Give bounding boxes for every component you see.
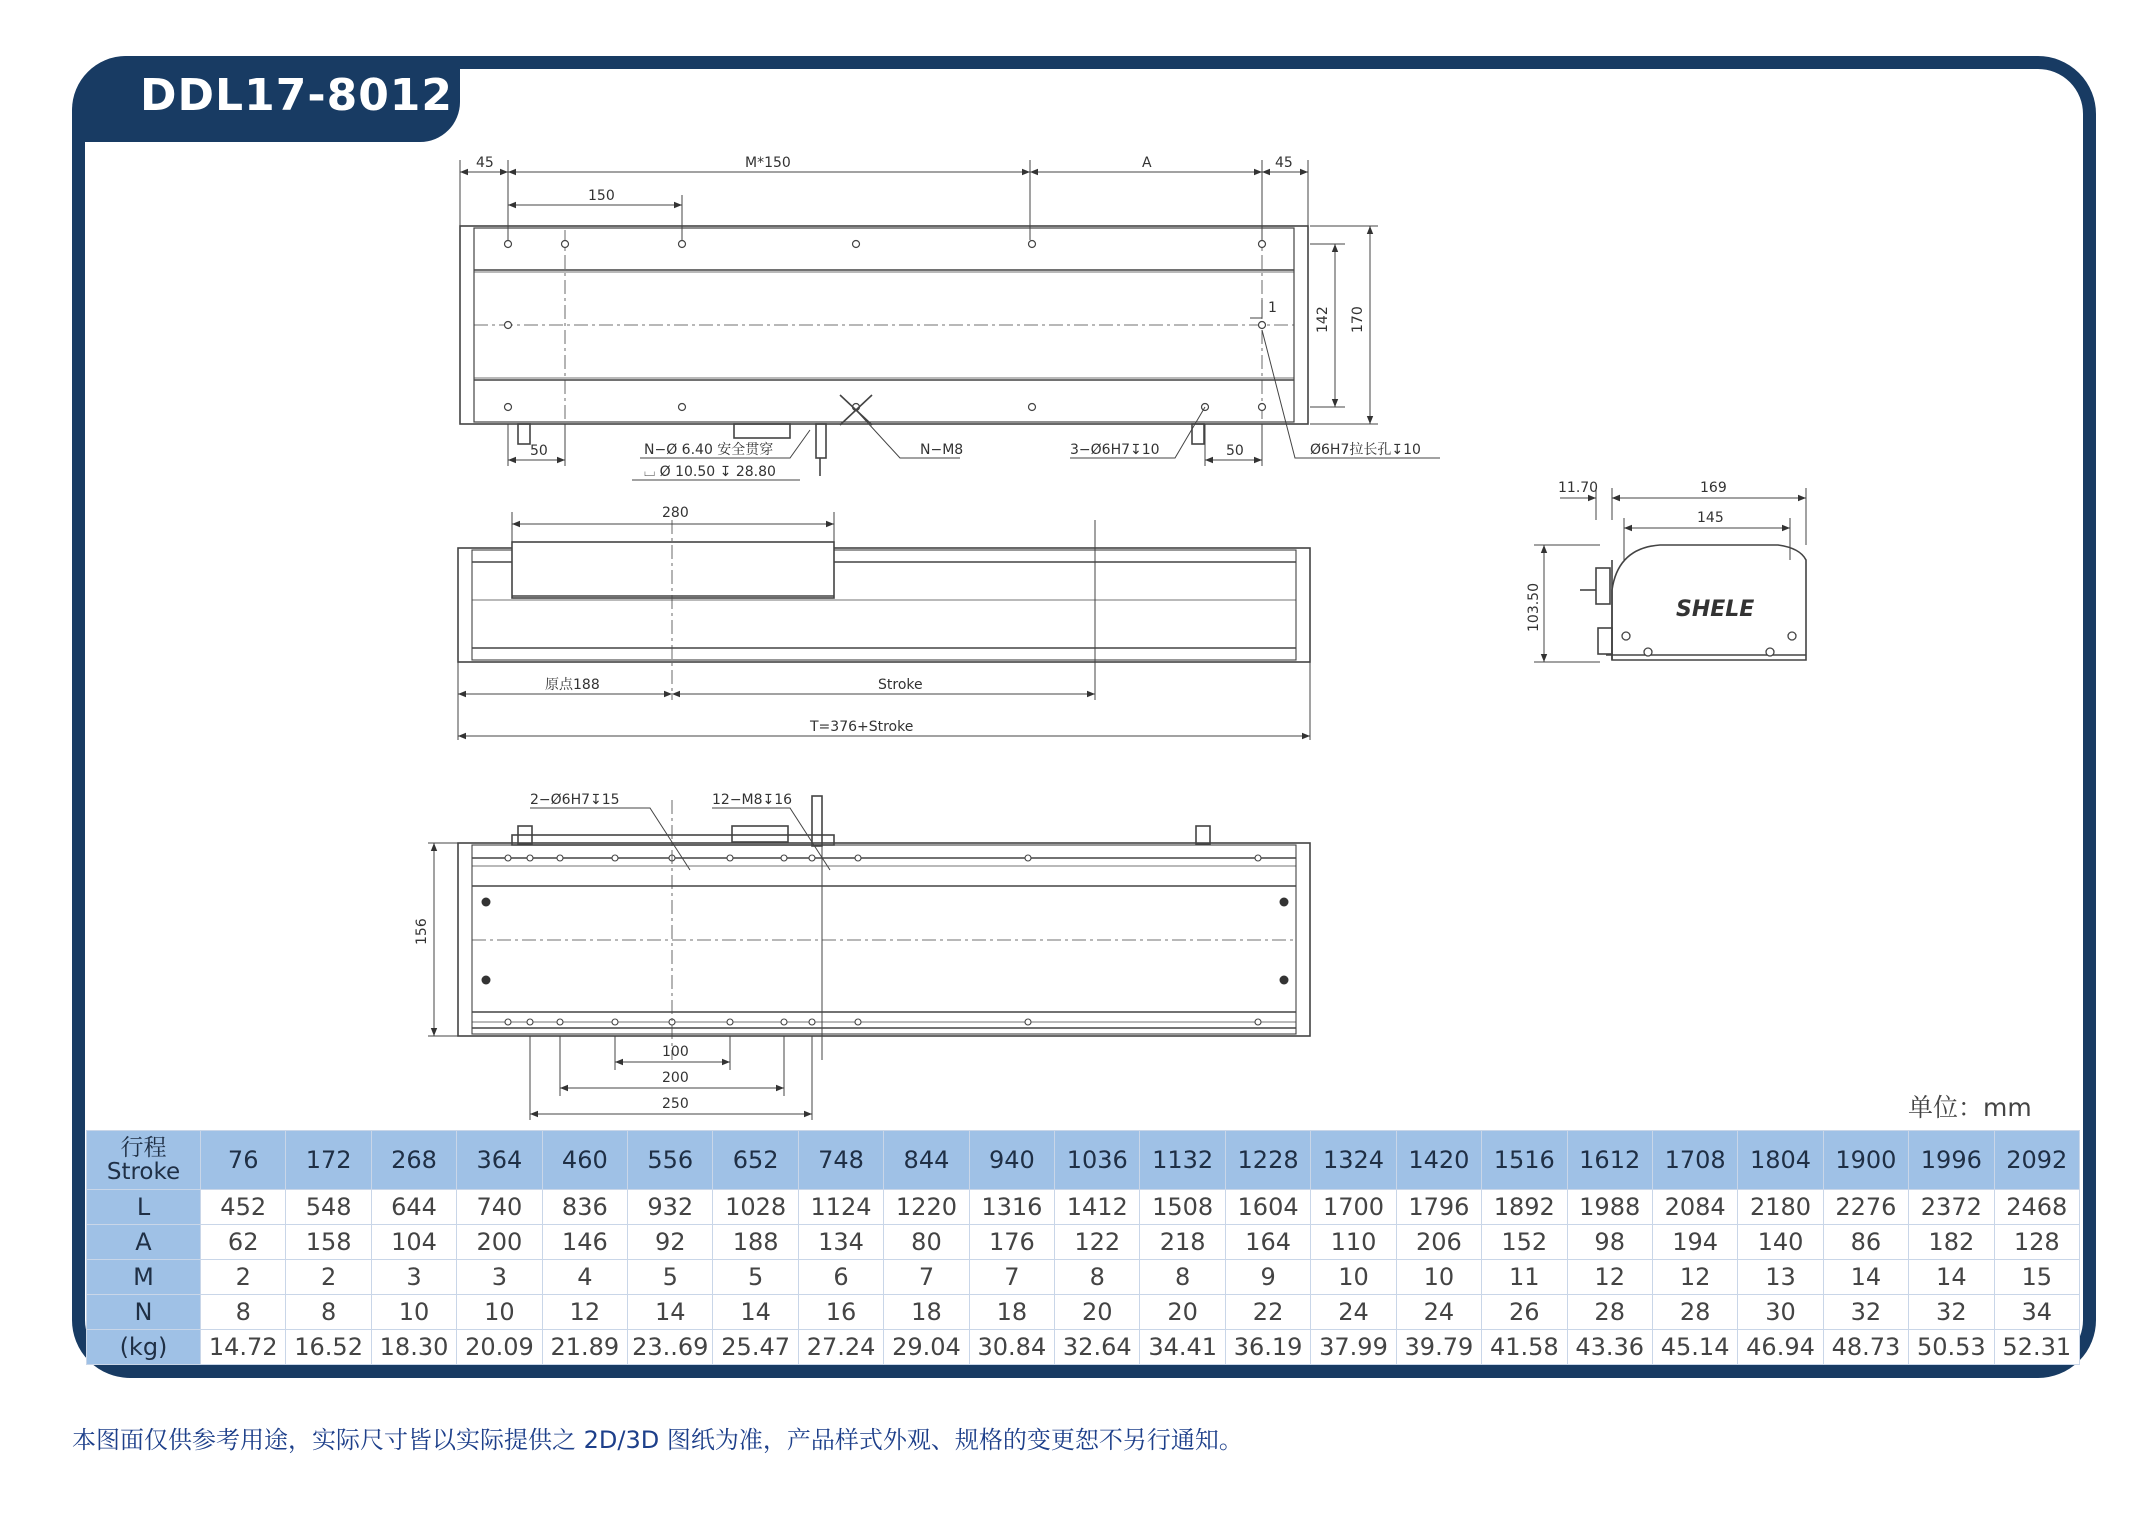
table-cell: 2 [201,1260,286,1295]
row-label-cell: A [87,1225,201,1260]
table-cell: 2084 [1652,1190,1737,1225]
table-cell: 10 [1311,1260,1396,1295]
table-cell: 152 [1482,1225,1567,1260]
stroke-value-cell: 940 [969,1131,1054,1190]
table-cell: 2468 [1994,1190,2079,1225]
top-view-labels [476,155,1421,480]
stroke-value-cell: 844 [884,1131,969,1190]
table-cell: 28 [1567,1295,1652,1330]
table-cell: 5 [628,1260,713,1295]
table-row [87,1330,2080,1365]
stroke-value-cell: 1132 [1140,1131,1225,1190]
stroke-value-cell: 556 [628,1131,713,1190]
stroke-header-cn: 行程 [120,1135,167,1161]
stroke-value-cell: 1324 [1311,1131,1396,1190]
stroke-header-en: Stroke [106,1159,181,1185]
dim-top-45-left: 45 [476,155,494,171]
table-cell: 22 [1225,1295,1310,1330]
table-cell: 10 [371,1295,456,1330]
table-cell: 18.30 [371,1330,456,1365]
table-cell: 1124 [798,1190,883,1225]
stroke-value-cell: 748 [798,1131,883,1190]
stroke-value-cell: 76 [201,1131,286,1190]
table-row [87,1260,2080,1295]
table-cell: 12 [1652,1260,1737,1295]
table-cell: 37.99 [1311,1330,1396,1365]
dim-bottom-100: 100 [662,1044,689,1060]
table-cell: 164 [1225,1225,1310,1260]
dim-end-10350: 103.50 [1526,583,1542,632]
table-cell: 15 [1994,1260,2079,1295]
table-cell: 16 [798,1295,883,1330]
dim-end-169: 169 [1700,480,1727,496]
table-cell: 9 [1225,1260,1310,1295]
stroke-value-cell: 1900 [1823,1131,1908,1190]
stroke-value-cell: 1228 [1225,1131,1310,1190]
table-cell: 29.04 [884,1330,969,1365]
table-cell: 34 [1994,1295,2079,1330]
table-cell: 1508 [1140,1190,1225,1225]
table-cell: 43.36 [1567,1330,1652,1365]
dim-side-origin: 原点188 [545,677,600,693]
note-slot: Ø6H7拉长孔↧10 [1310,442,1421,458]
table-cell: 14 [628,1295,713,1330]
stroke-value-cell: 1804 [1738,1131,1823,1190]
table-cell: 2180 [1738,1190,1823,1225]
table-cell: 16.52 [286,1330,371,1365]
stroke-value-cell: 460 [542,1131,627,1190]
top-view-drawing [460,160,1440,480]
table-cell: 32.64 [1055,1330,1140,1365]
table-cell: 1316 [969,1190,1054,1225]
table-cell: 1028 [713,1190,798,1225]
dim-top-m150: M*150 [745,155,791,171]
stroke-value-cell: 364 [457,1131,542,1190]
dim-top-1: 1 [1268,300,1277,316]
table-cell: 932 [628,1190,713,1225]
table-cell: 39.79 [1396,1330,1481,1365]
table-cell: 134 [798,1225,883,1260]
table-cell: 1700 [1311,1190,1396,1225]
table-cell: 1796 [1396,1190,1481,1225]
table-cell: 18 [884,1295,969,1330]
table-cell: 182 [1909,1225,1994,1260]
table-cell: 8 [286,1295,371,1330]
table-cell: 30 [1738,1295,1823,1330]
spec-table [86,1130,2080,1365]
table-cell: 24 [1311,1295,1396,1330]
stroke-value-cell: 1996 [1909,1131,1994,1190]
table-cell: 8 [1140,1260,1225,1295]
note-counterbore: ⌴ Ø 10.50 ↧ 28.80 [644,464,776,480]
table-cell: 46.94 [1738,1330,1823,1365]
stroke-value-cell: 1036 [1055,1131,1140,1190]
table-cell: 14.72 [201,1330,286,1365]
table-cell: 1604 [1225,1190,1310,1225]
table-cell: 20 [1055,1295,1140,1330]
page-title: DDL17-8012 [140,70,454,121]
table-row [87,1295,2080,1330]
table-cell: 548 [286,1190,371,1225]
table-header-row [87,1131,2080,1190]
table-cell: 206 [1396,1225,1481,1260]
table-cell: 836 [542,1190,627,1225]
table-cell: 128 [1994,1225,2079,1260]
table-cell: 21.89 [542,1330,627,1365]
row-label-cell: L [87,1190,201,1225]
note-2-pin: 2−Ø6H7↧15 [530,792,620,808]
table-cell: 1220 [884,1190,969,1225]
table-cell: 188 [713,1225,798,1260]
stroke-value-cell: 2092 [1994,1131,2079,1190]
table-cell: 5 [713,1260,798,1295]
table-cell: 740 [457,1190,542,1225]
table-row [87,1190,2080,1225]
table-cell: 14 [1823,1260,1908,1295]
dim-bottom-200: 200 [662,1070,689,1086]
stroke-value-cell: 1612 [1567,1131,1652,1190]
table-cell: 1988 [1567,1190,1652,1225]
table-cell: 2372 [1909,1190,1994,1225]
table-cell: 10 [457,1295,542,1330]
dim-top-a: A [1142,155,1152,171]
footer-disclaimer: 本图面仅供参考用途，实际尺寸皆以实际提供之 2D/3D 图纸为准，产品样式外观、规格的变更恕不另行通知。 [72,1426,1243,1454]
table-cell: 104 [371,1225,456,1260]
table-cell: 194 [1652,1225,1737,1260]
table-cell: 10 [1396,1260,1481,1295]
table-cell: 98 [1567,1225,1652,1260]
note-through-hole: N−Ø 6.40 安全贯穿 [644,442,774,458]
brand-logo-text: SHELE [1676,597,1755,622]
bottom-view-drawing [428,796,1310,1120]
table-cell: 7 [884,1260,969,1295]
table-cell: 3 [457,1260,542,1295]
table-cell: 1892 [1482,1190,1567,1225]
table-cell: 48.73 [1823,1330,1908,1365]
row-label-cell: (kg) [87,1330,201,1365]
note-3-pin: 3−Ø6H7↧10 [1070,442,1160,458]
dim-bottom-250: 250 [662,1096,689,1112]
dim-top-50-right: 50 [1226,443,1244,459]
dim-top-50-left: 50 [530,443,548,459]
stroke-value-cell: 172 [286,1131,371,1190]
table-cell: 18 [969,1295,1054,1330]
table-body [87,1190,2080,1365]
table-cell: 158 [286,1225,371,1260]
table-cell: 20.09 [457,1330,542,1365]
side-view-drawing [458,512,1310,740]
stroke-value-cell: 268 [371,1131,456,1190]
dim-side-280: 280 [662,505,689,521]
table-cell: 45.14 [1652,1330,1737,1365]
table-cell: 14 [1909,1260,1994,1295]
row-label-cell: N [87,1295,201,1330]
table-cell: 176 [969,1225,1054,1260]
stroke-value-cell: 1708 [1652,1131,1737,1190]
table-cell: 41.58 [1482,1330,1567,1365]
table-cell: 28 [1652,1295,1737,1330]
table-cell: 92 [628,1225,713,1260]
table-cell: 27.24 [798,1330,883,1365]
dim-end-145: 145 [1697,510,1724,526]
table-cell: 86 [1823,1225,1908,1260]
table-cell: 34.41 [1140,1330,1225,1365]
table-cell: 140 [1738,1225,1823,1260]
table-cell: 6 [798,1260,883,1295]
table-cell: 218 [1140,1225,1225,1260]
table-cell: 12 [1567,1260,1652,1295]
stroke-value-cell: 652 [713,1131,798,1190]
table-cell: 25.47 [713,1330,798,1365]
table-cell: 20 [1140,1295,1225,1330]
stroke-value-cell: 1420 [1396,1131,1481,1190]
table-cell: 110 [1311,1225,1396,1260]
table-cell: 32 [1823,1295,1908,1330]
stroke-value-cell: 1516 [1482,1131,1567,1190]
table-row [87,1225,2080,1260]
table-cell: 3 [371,1260,456,1295]
table-cell: 7 [969,1260,1054,1295]
table-cell: 146 [542,1225,627,1260]
dim-end-1170: 11.70 [1558,480,1599,496]
end-view-drawing [1534,488,1806,662]
table-cell: 122 [1055,1225,1140,1260]
dim-side-total: T=376+Stroke [810,719,914,735]
table-cell: 8 [1055,1260,1140,1295]
side-view-labels [545,505,923,735]
stroke-header-cell [87,1131,201,1190]
bottom-view-labels [414,792,792,1112]
table-cell: 1412 [1055,1190,1140,1225]
table-cell: 80 [884,1225,969,1260]
table-cell: 8 [201,1295,286,1330]
table-cell: 2276 [1823,1190,1908,1225]
table-cell: 12 [542,1295,627,1330]
table-cell: 644 [371,1190,456,1225]
table-cell: 62 [201,1225,286,1260]
unit-label: 单位：mm [1908,1093,2032,1122]
row-label-cell: M [87,1260,201,1295]
table-cell: 4 [542,1260,627,1295]
table-cell: 14 [713,1295,798,1330]
dim-side-stroke: Stroke [878,677,923,693]
dim-top-170: 170 [1350,306,1366,333]
dim-bottom-156: 156 [414,918,430,945]
note-12-m8: 12−M8↧16 [712,792,793,808]
table-cell: 452 [201,1190,286,1225]
end-view-labels [1526,480,1754,632]
table-cell: 26 [1482,1295,1567,1330]
note-nm8: N−M8 [920,442,964,458]
table-cell: 32 [1909,1295,1994,1330]
table-cell: 30.84 [969,1330,1054,1365]
table-cell: 11 [1482,1260,1567,1295]
table-cell: 50.53 [1909,1330,1994,1365]
table-cell: 36.19 [1225,1330,1310,1365]
table-cell: 52.31 [1994,1330,2079,1365]
table-cell: 200 [457,1225,542,1260]
table-cell: 23..69 [628,1330,713,1365]
table-cell: 13 [1738,1260,1823,1295]
table-cell: 2 [286,1260,371,1295]
table-cell: 24 [1396,1295,1481,1330]
dim-top-150: 150 [588,188,615,204]
dim-top-142: 142 [1315,306,1331,333]
dim-top-45-right: 45 [1275,155,1293,171]
